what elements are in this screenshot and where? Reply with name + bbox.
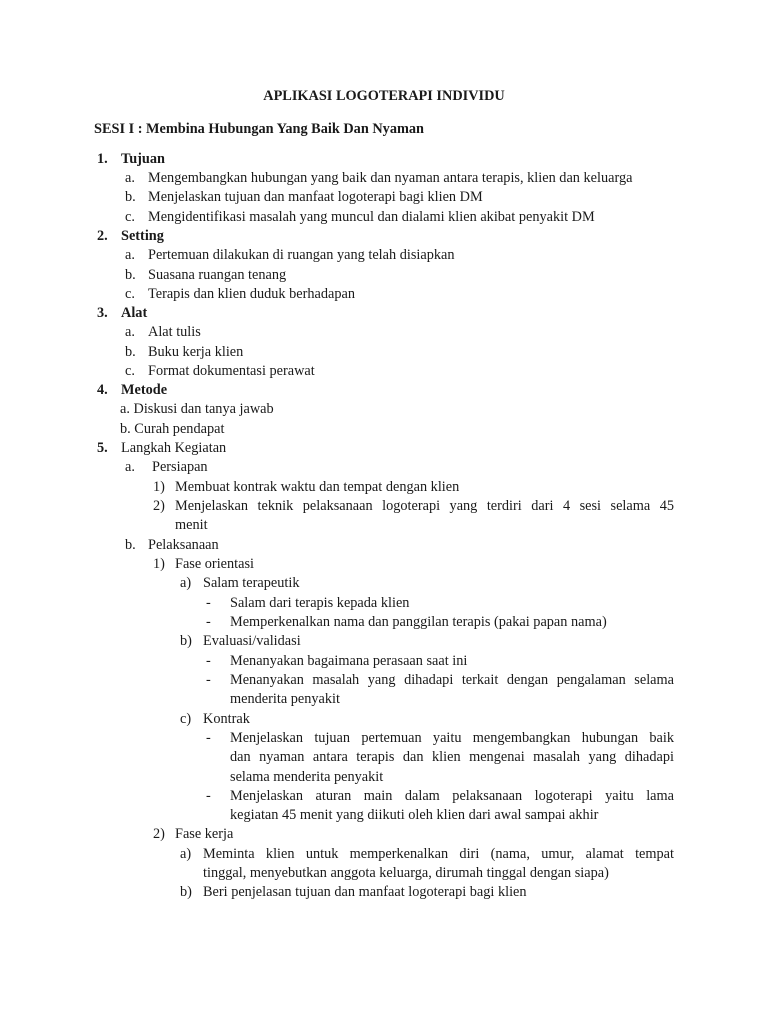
subsection-persiapan: Persiapan xyxy=(152,459,208,475)
list-item: Menjelaskan tujuan dan manfaat logoterapi bagi klien DM xyxy=(148,189,483,205)
phase-orientasi: Fase orientasi xyxy=(175,556,255,572)
list-marker: b. xyxy=(125,189,136,205)
list-item: Buku kerja klien xyxy=(148,344,244,360)
list-marker: b. xyxy=(125,537,136,553)
list-marker: b. xyxy=(125,344,136,360)
section-number-3: 3. xyxy=(97,305,108,321)
list-item: Terapis dan klien duduk berhadapan xyxy=(148,286,356,302)
list-item-line: Menanyakan masalah yang dihadapi terkait dengan pengalaman selama xyxy=(230,672,674,688)
list-marker: b) xyxy=(180,884,192,900)
section-number-4: 4. xyxy=(97,382,108,398)
list-marker: b. xyxy=(125,267,136,283)
list-item: Menanyakan bagaimana perasaan saat ini xyxy=(230,653,468,669)
list-item: Memperkenalkan nama dan panggilan terapis (pakai papan nama) xyxy=(230,614,607,630)
list-item-line: dan nyaman antara terapis dan klien mengenai masalah yang dihadapi xyxy=(230,749,674,765)
list-marker: a) xyxy=(180,846,192,862)
list-item-line: Menjelaskan tujuan pertemuan yaitu mengembangkan hubungan baik xyxy=(230,730,674,746)
list-marker: c. xyxy=(125,209,135,225)
list-marker: c. xyxy=(125,286,135,302)
list-item: Salam dari terapis kepada klien xyxy=(230,595,410,611)
list-marker: a. xyxy=(125,247,135,263)
list-item: Beri penjelasan tujuan dan manfaat logoterapi bagi klien xyxy=(203,884,527,900)
section-label-tujuan: Tujuan xyxy=(121,151,165,167)
section-number-5: 5. xyxy=(97,440,108,456)
list-marker: c. xyxy=(125,363,135,379)
list-marker: a. xyxy=(125,324,135,340)
dash-bullet: - xyxy=(206,730,211,746)
list-item: Evaluasi/validasi xyxy=(203,633,301,649)
list-item-line: selama menderita penyakit xyxy=(230,769,384,785)
dash-bullet: - xyxy=(206,653,211,669)
list-marker: 2) xyxy=(153,498,165,514)
section-number-1: 1. xyxy=(97,151,108,167)
list-item: Suasana ruangan tenang xyxy=(148,267,287,283)
list-marker: c) xyxy=(180,711,192,727)
phase-kerja: Fase kerja xyxy=(175,826,234,842)
list-marker: b) xyxy=(180,633,192,649)
list-item-line: menderita penyakit xyxy=(230,691,340,707)
list-item: Mengidentifikasi masalah yang muncul dan dialami klien akibat penyakit DM xyxy=(148,209,595,225)
list-item: Format dokumentasi perawat xyxy=(148,363,315,379)
list-marker: 1) xyxy=(153,556,165,572)
section-label-metode: Metode xyxy=(121,382,168,398)
list-marker: 1) xyxy=(153,479,165,495)
list-item-line: menit xyxy=(175,517,208,533)
list-marker: a. xyxy=(125,459,135,475)
list-marker: a. xyxy=(125,170,135,186)
dash-bullet: - xyxy=(206,788,211,804)
list-item: a. Diskusi dan tanya jawab xyxy=(120,401,274,417)
list-marker: 2) xyxy=(153,826,165,842)
session-heading: SESI I : Membina Hubungan Yang Baik Dan Nyaman xyxy=(94,121,424,137)
dash-bullet: - xyxy=(206,595,211,611)
dash-bullet: - xyxy=(206,614,211,630)
list-item-line: Meminta klien untuk memperkenalkan diri (nama, umur, alamat tempat xyxy=(203,846,674,862)
list-item-line: Menjelaskan teknik pelaksanaan logoterapi yang terdiri dari 4 sesi selama 45 xyxy=(175,498,674,514)
subsection-pelaksanaan: Pelaksanaan xyxy=(148,537,219,553)
list-item: b. Curah pendapat xyxy=(120,421,225,437)
section-label-alat: Alat xyxy=(121,305,148,321)
list-item: Salam terapeutik xyxy=(203,575,300,591)
list-item: Alat tulis xyxy=(148,324,201,340)
section-number-2: 2. xyxy=(97,228,108,244)
list-item: Mengembangkan hubungan yang baik dan nyaman antara terapis, klien dan keluarga xyxy=(148,170,633,186)
list-item: Kontrak xyxy=(203,711,250,727)
dash-bullet: - xyxy=(206,672,211,688)
document-title: APLIKASI LOGOTERAPI INDIVIDU xyxy=(263,88,505,104)
list-marker: a) xyxy=(180,575,192,591)
list-item: Pertemuan dilakukan di ruangan yang telah disiapkan xyxy=(148,247,455,263)
list-item-line: Menjelaskan aturan main dalam pelaksanaan logoterapi yaitu lama xyxy=(230,788,674,804)
section-label-langkah-kegiatan: Langkah Kegiatan xyxy=(121,440,227,456)
section-label-setting: Setting xyxy=(121,228,164,244)
list-item-line: tinggal, menyebutkan anggota keluarga, dirumah tinggal dengan siapa) xyxy=(203,865,609,881)
list-item-line: kegiatan 45 menit yang diikuti oleh klien dari awal sampai akhir xyxy=(230,807,599,823)
list-item: Membuat kontrak waktu dan tempat dengan klien xyxy=(175,479,460,495)
